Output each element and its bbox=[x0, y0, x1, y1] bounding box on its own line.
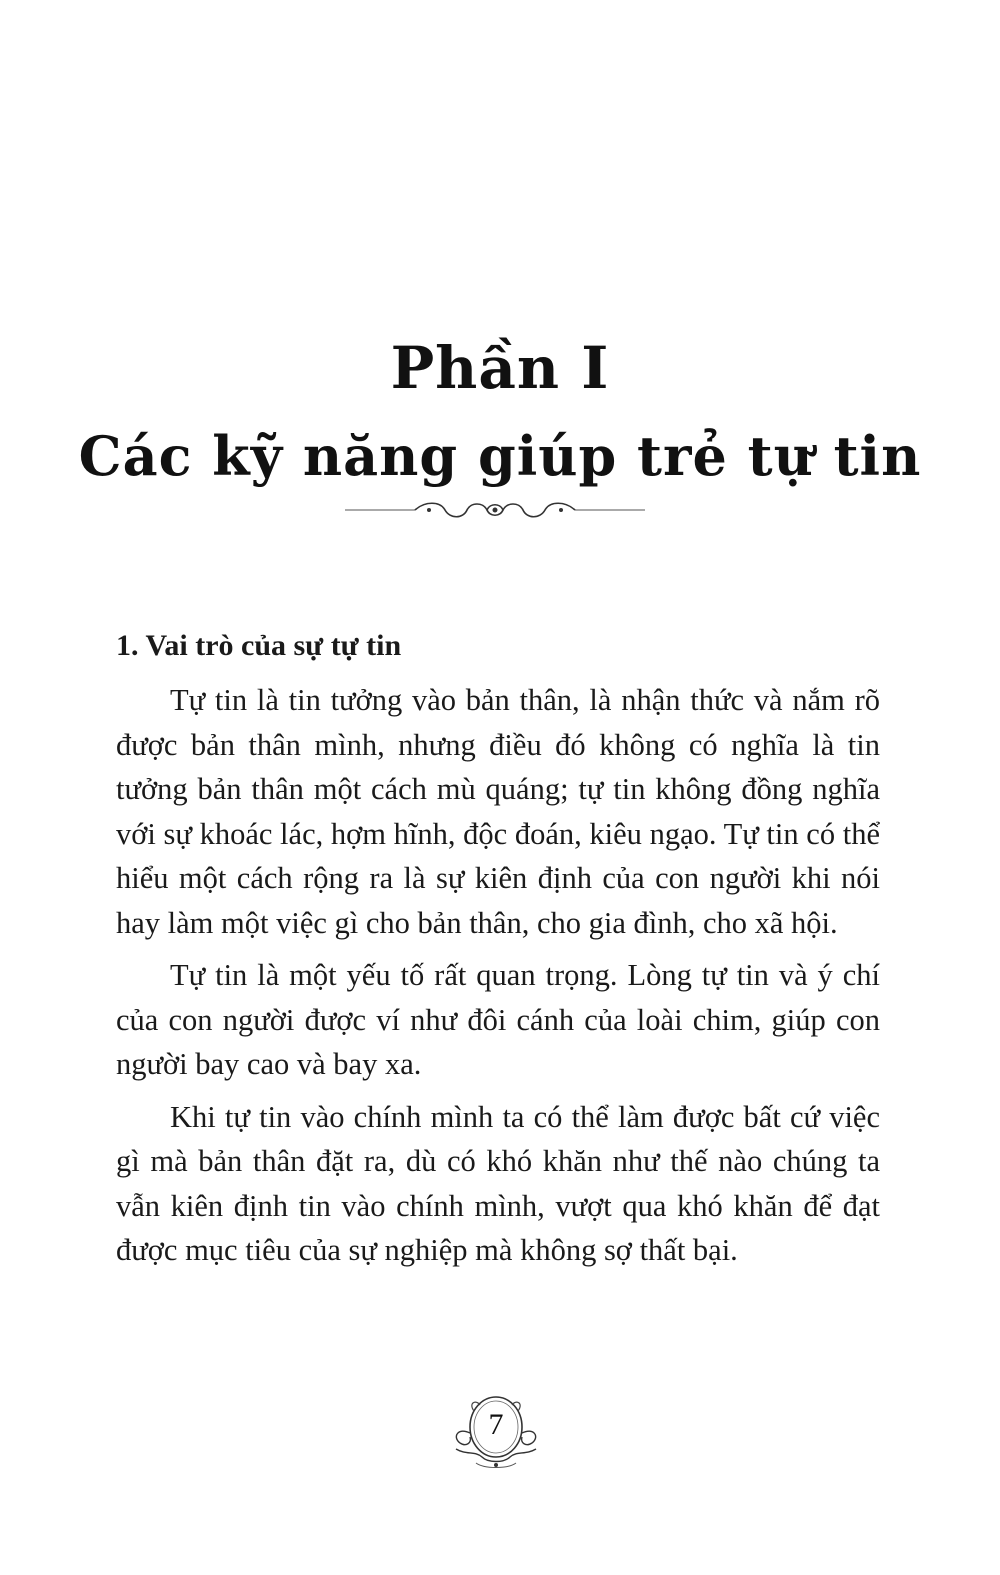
section-heading: 1. Vai trò của sự tự tin bbox=[116, 629, 402, 662]
paragraph-3: Khi tự tin vào chính mình ta có thể làm được bất cứ việc gì mà bản thân đặt ra, dù có khó khăn như thế nào chúng ta vẫn kiên định tin vào chính mình, vượt qua khó khăn để đạt được mục tiêu của sự nghiệp mà không sợ thất bại. bbox=[116, 1099, 880, 1267]
part-title: Các kỹ năng giúp trẻ tự tin bbox=[78, 424, 922, 488]
section-content bbox=[116, 620, 880, 1281]
flourish-divider-icon bbox=[345, 497, 645, 523]
paragraph-1: Tự tin là tin tưởng vào bản thân, là nhận thức và nắm rõ được bản thân mình, nhưng điều đó không có nghĩa là tin tưởng bản thân một cách mù quáng; tự tin không đồng nghĩa với sự khoác lác, hợm hĩnh, độc đoán, kiêu ngạo. Tự tin có thể hiểu một cách rộng ra là sự kiên định của con người khi nói hay làm một việc gì cho bản thân, cho gia đình, cho xã hội. bbox=[116, 683, 880, 940]
part-label: Phần I bbox=[390, 334, 610, 402]
page-number-badge bbox=[446, 1393, 546, 1475]
paragraph-2: Tự tin là một yếu tố rất quan trọng. Lòng tự tin và ý chí của con người được ví như đôi cánh của loài chim, giúp con người bay cao và bay xa. bbox=[116, 958, 880, 1081]
page-number: 7 bbox=[488, 1408, 504, 1441]
